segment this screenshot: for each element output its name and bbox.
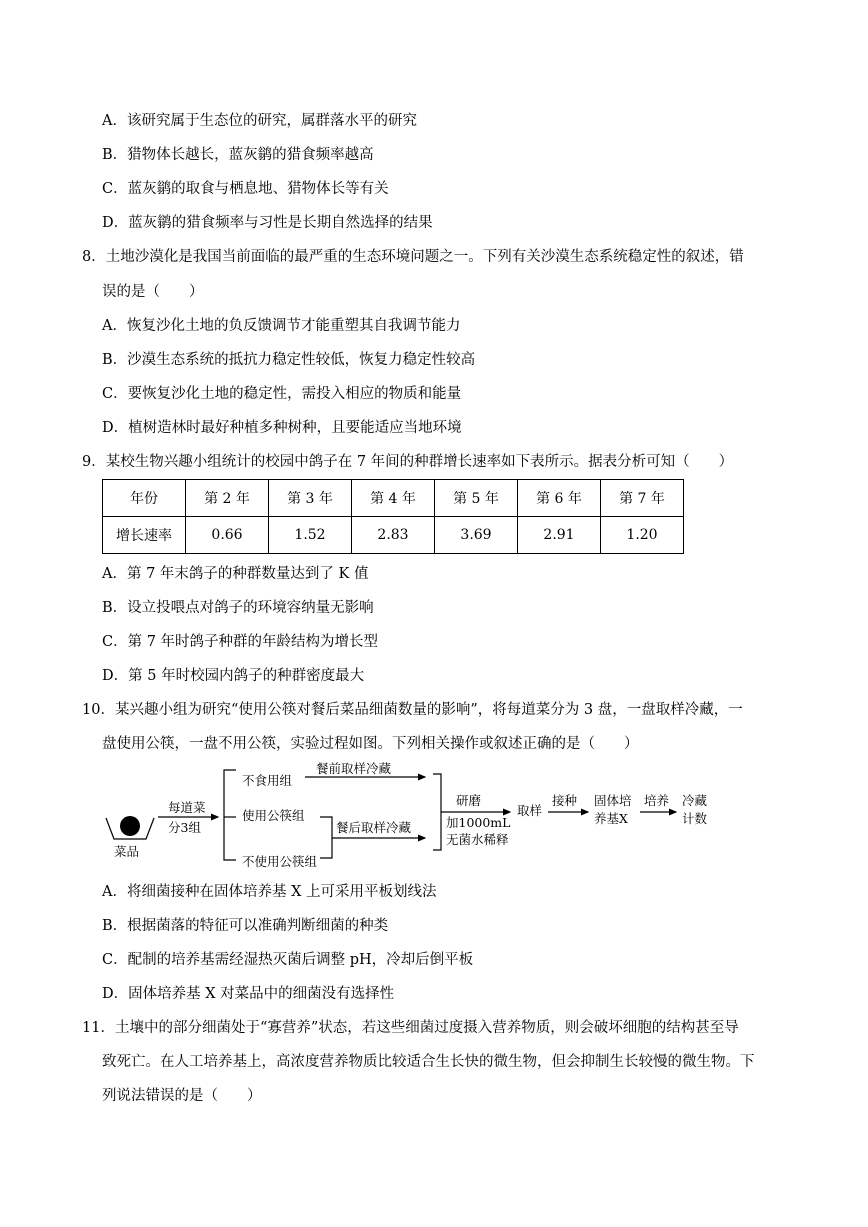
- inoculate-label: 接种: [552, 793, 578, 808]
- pre-meal-label: 餐前取样冷藏: [316, 761, 392, 776]
- table-cell: 2.91: [518, 517, 601, 554]
- grind-label: 研磨: [456, 793, 482, 808]
- q7-option-b: B．猎物体长越长，蓝灰鹟的猎食频率越高: [102, 147, 374, 163]
- table-header-cell: 第 6 年: [518, 480, 601, 517]
- group-public-chopsticks: 使用公筷组: [242, 808, 305, 823]
- medium-label-2: 养基X: [594, 811, 628, 826]
- q10-option-c: C．配制的培养基需经湿热灭菌后调整 pH，冷却后倒平板: [102, 952, 474, 968]
- result-label-1: 冷藏: [682, 793, 708, 808]
- table-row: [103, 517, 684, 554]
- culture-label: 培养: [644, 793, 670, 808]
- q9-option-c: C．第 7 年时鸽子种群的年龄结构为增长型: [102, 634, 379, 650]
- dish-label: 菜品: [114, 844, 140, 859]
- q11-stem-line3: 列说法错误的是（ ）: [102, 1088, 262, 1104]
- table-cell: 2.83: [352, 517, 435, 554]
- table-header-cell: 第 5 年: [435, 480, 518, 517]
- q10-option-a: A．将细菌接种在固体培养基 X 上可采用平板划线法: [102, 884, 437, 900]
- experiment-flow-diagram: [100, 760, 760, 869]
- table-cell: 1.20: [601, 517, 684, 554]
- q7-option-a: A．该研究属于生态位的研究，属群落水平的研究: [102, 113, 417, 129]
- q7-option-c: C．蓝灰鹟的取食与栖息地、猎物体长等有关: [102, 181, 389, 197]
- table-header-cell: 第 4 年: [352, 480, 435, 517]
- q8-option-c: C．要恢复沙化土地的稳定性，需投入相应的物质和能量: [102, 386, 462, 402]
- q10-stem-line1: 10．某兴趣小组为研究“使用公筷对餐后菜品细菌数量的影响”，将每道菜分为 3 盘，一盘取样冷藏，一: [82, 702, 743, 718]
- table-header-cell: 第 2 年: [186, 480, 269, 517]
- medium-label-1: 固体培: [594, 793, 632, 808]
- growth-rate-table: [102, 479, 684, 554]
- q11-stem-line2: 致死亡。在人工培养基上，高浓度营养物质比较适合生长快的微生物，但会抑制生长较慢的微生物。下: [102, 1054, 755, 1070]
- q7-option-d: D．蓝灰鹟的猎食频率与习性是长期自然选择的结果: [102, 215, 433, 231]
- group-no-eat: 不食用组: [242, 773, 293, 788]
- q11-stem-line1: 11．土壤中的部分细菌处于“寡营养”状态，若这些细菌过度摄入营养物质，则会破坏细胞的结构甚至导: [82, 1020, 739, 1036]
- q8-stem-line1: 8．土地沙漠化是我国当前面临的最严重的生态环境问题之一。下列有关沙漠生态系统稳定性的叙述，错: [82, 249, 744, 265]
- table-header-cell: 第 3 年: [269, 480, 352, 517]
- result-label-2: 计数: [682, 811, 708, 826]
- table-header-row: [103, 480, 684, 517]
- sample-label: 取样: [517, 803, 543, 818]
- table-cell: 0.66: [186, 517, 269, 554]
- dilute-label-2: 无菌水稀释: [446, 832, 509, 847]
- post-meal-label: 餐后取样冷藏: [336, 820, 412, 835]
- q9-stem: 9．某校生物兴趣小组统计的校园中鸽子在 7 年间的种群增长速率如下表所示。据表分析可知（ ）: [82, 454, 734, 470]
- table-cell: 增长速率: [103, 517, 186, 554]
- group-no-public-chopsticks: 不使用公筷组: [242, 854, 318, 869]
- q8-stem-line2: 误的是（ ）: [102, 284, 204, 300]
- table-header-cell: 第 7 年: [601, 480, 684, 517]
- q8-option-b: B．沙漠生态系统的抵抗力稳定性较低，恢复力稳定性较高: [102, 352, 476, 368]
- dish-food-icon: [120, 816, 140, 836]
- split-label-top: 每道菜: [168, 800, 206, 815]
- split-label-bottom: 分3组: [168, 820, 201, 835]
- table-cell: 3.69: [435, 517, 518, 554]
- dilute-label-1: 加1000mL: [446, 815, 511, 830]
- q9-option-b: B．设立投喂点对鸽子的环境容纳量无影响: [102, 600, 374, 616]
- q8-option-d: D．植树造林时最好种植多种树种，且要能适应当地环境: [102, 420, 462, 436]
- q8-option-a: A．恢复沙化土地的负反馈调节才能重塑其自我调节能力: [102, 318, 461, 334]
- table-header-cell: 年份: [103, 480, 186, 517]
- q9-option-d: D．第 5 年时校园内鸽子的种群密度最大: [102, 668, 365, 684]
- q9-option-a: A．第 7 年末鸽子的种群数量达到了 K 值: [102, 566, 369, 582]
- q10-option-d: D．固体培养基 X 对菜品中的细菌没有选择性: [102, 986, 395, 1002]
- table-cell: 1.52: [269, 517, 352, 554]
- q10-option-b: B．根据菌落的特征可以准确判断细菌的种类: [102, 918, 389, 934]
- q10-stem-line2: 盘使用公筷，一盘不用公筷，实验过程如图。下列相关操作或叙述正确的是（ ）: [102, 736, 639, 752]
